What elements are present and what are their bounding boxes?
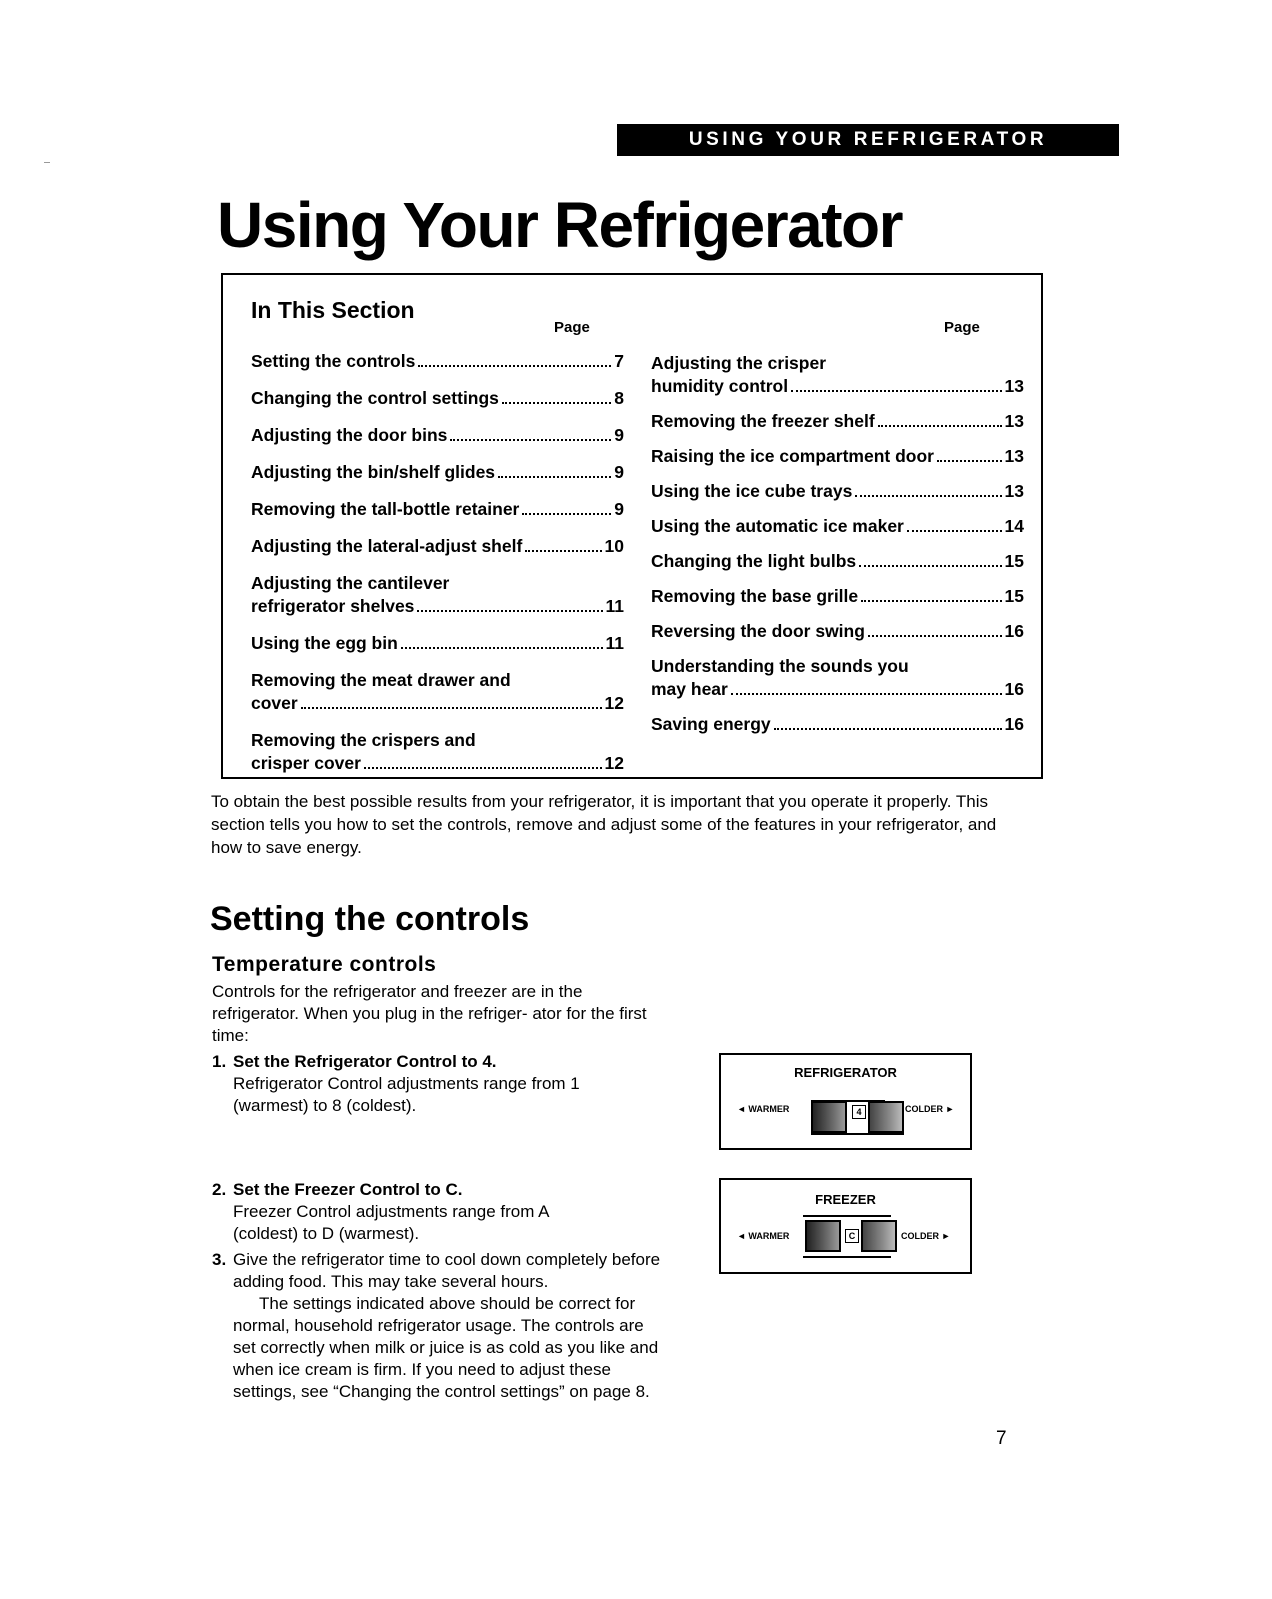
toc-entry	[251, 752, 624, 775]
toc-entry-label: humidity control	[651, 376, 789, 396]
toc-leader-dots	[868, 635, 1002, 637]
toc-entry	[251, 387, 624, 410]
intro-paragraph: To obtain the best possible results from your refrigerator, it is important that you operate it properly. This section tells you how to set the controls, remove and adjust some of the features in your refrigerator, and how to save energy.	[211, 792, 997, 857]
toc-entry	[251, 498, 624, 521]
toc-leader-dots	[417, 610, 602, 612]
refrigerator-setting-indicator[interactable]: 4	[852, 1105, 866, 1119]
toc-entry-label-line: Adjusting the cantilever	[251, 573, 450, 593]
toc-leader-dots	[878, 425, 1002, 427]
toc-page-label-right: Page	[944, 319, 980, 336]
section-banner: USING YOUR REFRIGERATOR	[617, 124, 1119, 156]
toc-leader-dots	[364, 767, 602, 769]
toc-entry-label: Raising the ice compartment door	[651, 446, 934, 466]
freezer-setting-indicator[interactable]: C	[845, 1229, 859, 1243]
toc-entry-label-line: Removing the crispers and	[251, 730, 476, 750]
toc-entry-page: 13	[1004, 446, 1024, 466]
toc-leader-dots	[525, 550, 601, 552]
toc-heading: In This Section	[251, 297, 415, 323]
toc-entry-label: cover	[251, 693, 298, 713]
toc-entry-page: 13	[1004, 481, 1024, 501]
toc-leader-dots	[937, 460, 1002, 462]
step-instruction: Set the Refrigerator Control to 4.	[233, 1052, 497, 1071]
panel-title: FREEZER	[815, 1192, 876, 1207]
toc-entry	[251, 424, 624, 447]
toc-leader-dots	[498, 476, 611, 478]
toc-entry	[651, 585, 1024, 608]
toc-entry-page: 14	[1004, 516, 1024, 536]
toc-leader-dots	[855, 495, 1001, 497]
toc-leader-dots	[731, 693, 1002, 695]
toc-leader-dots	[774, 728, 1002, 730]
toc-entry	[651, 445, 1024, 468]
toc-entry-page: 15	[1004, 551, 1024, 571]
control-slot-left	[811, 1101, 847, 1133]
toc-entry	[651, 515, 1024, 538]
toc-entry	[651, 550, 1024, 573]
toc-entry-label-line: Removing the meat drawer and	[251, 670, 511, 690]
toc-entry-label: Removing the base grille	[651, 586, 859, 606]
toc-leader-dots	[401, 647, 603, 649]
step-detail: Refrigerator Control adjustments range from 1 (warmest) to 8 (coldest).	[233, 1074, 580, 1115]
step-3	[212, 1249, 672, 1403]
toc-leader-dots	[907, 530, 1002, 532]
toc-entry-label: Changing the light bulbs	[651, 551, 857, 571]
page-title: Using Your Refrigerator	[217, 189, 903, 261]
toc-entry-label: Using the ice cube trays	[651, 481, 853, 501]
toc-entry-page: 8	[614, 388, 624, 408]
control-slot-right	[868, 1101, 904, 1133]
toc-entry	[651, 375, 1024, 398]
toc-leader-dots	[791, 390, 1001, 392]
toc-entry-label: Reversing the door swing	[651, 621, 865, 641]
step-detail: Give the refrigerator time to cool down completely before adding food. This may take several hours.	[233, 1250, 661, 1291]
warmer-label: ◄ WARMER	[737, 1104, 790, 1114]
toc-entry	[651, 678, 1024, 701]
toc-entry-page: 9	[614, 499, 624, 519]
toc-entry-page: 12	[604, 693, 624, 713]
toc-entry-page: 10	[604, 536, 624, 556]
step-number: 1.	[212, 1052, 227, 1071]
step-instruction: Set the Freezer Control to C.	[233, 1180, 463, 1199]
toc-entry-label: crisper cover	[251, 753, 361, 773]
toc-entry-label: Adjusting the door bins	[251, 425, 448, 445]
toc-leader-dots	[522, 513, 611, 515]
toc-entry-label: Using the automatic ice maker	[651, 516, 904, 536]
toc-entry-label: Removing the tall-bottle retainer	[251, 499, 520, 519]
toc-entry-label: Removing the freezer shelf	[651, 411, 875, 431]
toc-entry-page: 12	[604, 753, 624, 773]
toc-left-column	[251, 350, 624, 775]
control-slot-left	[805, 1220, 841, 1252]
toc-entry-label: Setting the controls	[251, 351, 416, 371]
step-number: 3.	[212, 1250, 227, 1269]
section-subtitle: Temperature controls	[212, 953, 437, 976]
toc-entry-label: may hear	[651, 679, 728, 699]
scan-mark	[44, 162, 50, 163]
toc-entry-label-line: Adjusting the crisper	[651, 353, 827, 373]
toc-entry	[251, 632, 624, 655]
toc-page-label-left: Page	[554, 319, 590, 336]
toc-entry-page: 16	[1004, 714, 1024, 734]
toc-entry-label: refrigerator shelves	[251, 596, 415, 616]
refrigerator-control-panel	[719, 1053, 972, 1150]
toc-entry-label: Adjusting the bin/shelf glides	[251, 462, 496, 482]
step-note: The settings indicated above should be correct for normal, household refrigerator usage. The controls are set correctly when milk or juice is as cold as you like and when ice cream is firm. If you need to adjust these settings, see “Changing the control settings” on page 8.	[233, 1294, 659, 1401]
slider-rail	[803, 1256, 891, 1258]
toc-entry	[651, 410, 1024, 433]
toc-box	[221, 273, 1043, 779]
colder-label: COLDER ►	[905, 1104, 955, 1114]
toc-entry-label-line: Understanding the sounds you	[651, 656, 909, 676]
toc-entry	[651, 480, 1024, 503]
section-title: Setting the controls	[210, 900, 530, 938]
toc-leader-dots	[418, 365, 611, 367]
toc-entry-page: 9	[614, 462, 624, 482]
toc-entry	[251, 692, 624, 715]
toc-entry-page: 11	[605, 596, 624, 616]
toc-entry-page: 13	[1004, 376, 1024, 396]
toc-entry	[651, 713, 1024, 736]
step-detail: Freezer Control adjustments range from A (coldest) to D (warmest).	[233, 1202, 549, 1243]
freezer-control-panel	[719, 1178, 972, 1274]
toc-entry	[651, 620, 1024, 643]
toc-entry	[251, 461, 624, 484]
toc-leader-dots	[861, 600, 1001, 602]
toc-entry-page: 7	[614, 351, 624, 371]
toc-entry-page: 16	[1004, 679, 1024, 699]
toc-leader-dots	[502, 402, 611, 404]
slider-rail	[811, 1133, 904, 1135]
toc-entry	[251, 535, 624, 558]
panel-title: REFRIGERATOR	[794, 1065, 897, 1080]
warmer-label: ◄ WARMER	[737, 1231, 790, 1241]
toc-entry-page: 9	[614, 425, 624, 445]
toc-leader-dots	[859, 565, 1001, 567]
toc-entry	[251, 595, 624, 618]
section-body: Controls for the refrigerator and freezer are in the refrigerator. When you plug in the refriger- ator for the first time:	[212, 982, 647, 1045]
toc-entry-page: 16	[1004, 621, 1024, 641]
step-1	[212, 1051, 672, 1117]
toc-entry-page: 15	[1004, 586, 1024, 606]
control-slot-right	[861, 1220, 897, 1252]
toc-entry-label: Using the egg bin	[251, 633, 398, 653]
page-number: 7	[996, 1428, 1007, 1449]
toc-entry	[251, 350, 624, 373]
step-2	[212, 1179, 672, 1245]
colder-label: COLDER ►	[901, 1231, 951, 1241]
toc-leader-dots	[301, 707, 602, 709]
step-number: 2.	[212, 1180, 227, 1199]
toc-entry-label: Adjusting the lateral-adjust shelf	[251, 536, 523, 556]
toc-leader-dots	[450, 439, 611, 441]
toc-entry-label: Changing the control settings	[251, 388, 499, 408]
slider-rail	[803, 1215, 891, 1217]
toc-entry-page: 11	[605, 633, 624, 653]
toc-entry-label: Saving energy	[651, 714, 771, 734]
toc-entry-page: 13	[1004, 411, 1024, 431]
toc-right-column	[651, 352, 1024, 736]
